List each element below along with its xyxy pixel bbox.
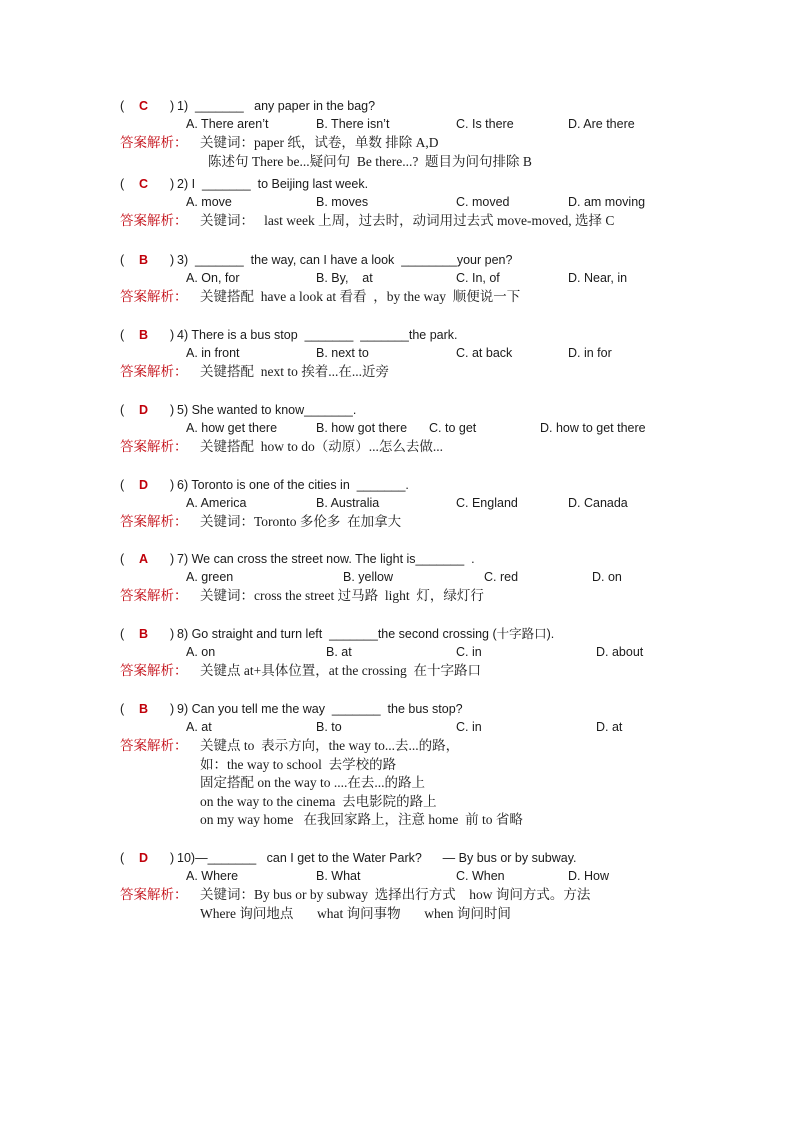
close-paren: ) (170, 627, 175, 641)
question-stem: 5) She wanted to know_______. (177, 403, 357, 417)
close-paren: ) (170, 177, 175, 191)
question-stem: 2) I _______ to Beijing last week. (177, 177, 369, 191)
question-stem: 10)—_______ can I get to the Water Park? — By bus or by subway. (177, 851, 577, 865)
explanation-line: 关键搭配 have a look at 看看 ，by the way 顺便说一下 (200, 289, 521, 304)
option-b: B. how got there (316, 421, 408, 435)
option-b: B. next to (316, 346, 369, 360)
option-b: B. yellow (343, 570, 394, 584)
option-c: C. in (456, 720, 482, 734)
answer-letter: D (139, 403, 149, 417)
explanation-label: 答案解析： (120, 588, 188, 604)
option-c: C. England (456, 496, 518, 510)
open-paren: ( (120, 403, 125, 417)
question-row (0, 849, 794, 867)
option-d: D. How (568, 869, 609, 883)
option-a: A. There aren’t (186, 117, 269, 131)
close-paren: ) (170, 851, 175, 865)
open-paren: ( (120, 702, 125, 716)
option-c: C. moved (456, 195, 510, 209)
explanation-line: Where 询问地点 what 询问事物 when 询问时间 (200, 905, 511, 921)
answer-letter: B (139, 253, 149, 267)
question-row (0, 700, 794, 718)
close-paren: ) (170, 702, 175, 716)
open-paren: ( (120, 253, 125, 267)
explanation-line: 关键搭配 next to 挨着...在...近旁 (200, 364, 389, 379)
question-stem: 7) We can cross the street now. The light is_______ . (177, 552, 475, 566)
explanation-label: 答案解析： (120, 213, 188, 229)
option-b: B. moves (316, 195, 369, 209)
option-c: C. in (456, 645, 482, 659)
explanation-line: 关键词： last week 上周，过去时，动词用过去式 move-moved, 选择 C (200, 213, 615, 228)
option-b: B. Australia (316, 496, 380, 510)
question-row (0, 251, 794, 269)
question-row (0, 401, 794, 419)
open-paren: ( (120, 478, 125, 492)
option-c: C. In, of (456, 271, 500, 285)
option-c: C. at back (456, 346, 513, 360)
close-paren: ) (170, 99, 175, 113)
option-c: C. red (484, 570, 519, 584)
option-a: A. move (186, 195, 232, 209)
explanation-label: 答案解析： (120, 887, 188, 903)
explanation-label: 答案解析： (120, 364, 188, 380)
option-a: A. On, for (186, 271, 240, 285)
question-row (0, 97, 794, 115)
option-b: B. There isn’t (316, 117, 390, 131)
option-b: B. to (316, 720, 342, 734)
explanation-line: 关键词：By bus or by subway 选择出行方式 how 询问方式。方法 (200, 887, 591, 902)
answer-letter: B (139, 328, 149, 342)
open-paren: ( (120, 627, 125, 641)
option-d: D. Canada (568, 496, 628, 510)
question-row (0, 476, 794, 494)
explanation-label: 答案解析： (120, 135, 188, 151)
option-d: D. Are there (568, 117, 635, 131)
question-stem: 9) Can you tell me the way _______ the bus stop? (177, 702, 463, 716)
explanation-line: 关键点 at+具体位置，at the crossing 在十字路口 (200, 663, 481, 678)
question-row (0, 550, 794, 568)
option-d: D. how to get there (540, 421, 646, 435)
close-paren: ) (170, 552, 175, 566)
open-paren: ( (120, 851, 125, 865)
option-d: D. at (596, 720, 623, 734)
open-paren: ( (120, 177, 125, 191)
option-a: A. Where (186, 869, 239, 883)
explanation-line: on my way home 在我回家路上，注意 home 前 to 省略 (200, 812, 523, 828)
answer-letter: D (139, 478, 149, 492)
question-stem: 8) Go straight and turn left _______the second crossing (十字路口). (177, 627, 555, 641)
option-d: D. Near, in (568, 271, 628, 285)
question-stem: 1) _______ any paper in the bag? (177, 99, 376, 113)
option-c: C. to get (429, 421, 477, 435)
option-b: B. at (326, 645, 352, 659)
option-d: D. am moving (568, 195, 646, 209)
explanation-label: 答案解析： (120, 514, 188, 530)
answer-letter: A (139, 552, 149, 566)
answer-letter: B (139, 702, 149, 716)
explanation-label: 答案解析： (120, 738, 188, 754)
answer-letter: C (139, 99, 149, 113)
explanation-label: 答案解析： (120, 289, 188, 305)
explanation-line: 关键词：cross the street 过马路 light 灯，绿灯行 (200, 588, 484, 603)
option-a: A. on (186, 645, 216, 659)
question-row (0, 175, 794, 193)
option-a: A. at (186, 720, 212, 734)
option-a: A. how get there (186, 421, 278, 435)
explanation-label: 答案解析： (120, 439, 188, 455)
option-d: D. about (596, 645, 644, 659)
explanation-line: 关键点 to 表示方向，the way to...去...的路， (200, 738, 460, 753)
question-stem: 4) There is a bus stop _______ _______the park. (177, 328, 458, 342)
close-paren: ) (170, 403, 175, 417)
explanation-line: 关键词：paper 纸，试卷，单数 排除 A,D (200, 135, 439, 150)
option-b: B. By, at (316, 271, 373, 285)
answer-letter: C (139, 177, 149, 191)
answer-letter: B (139, 627, 149, 641)
option-c: C. When (456, 869, 505, 883)
explanation-label: 答案解析： (120, 663, 188, 679)
option-a: A. in front (186, 346, 240, 360)
explanation-line: 关键词：Toronto 多伦多 在加拿大 (200, 514, 402, 529)
close-paren: ) (170, 253, 175, 267)
open-paren: ( (120, 99, 125, 113)
explanation-line: 固定搭配 on the way to ....在去...的路上 (200, 775, 425, 791)
close-paren: ) (170, 328, 175, 342)
question-row (0, 625, 794, 643)
option-a: A. green (186, 570, 234, 584)
question-stem: 6) Toronto is one of the cities in _______. (177, 478, 409, 492)
option-d: D. in for (568, 346, 612, 360)
open-paren: ( (120, 552, 125, 566)
option-c: C. Is there (456, 117, 514, 131)
option-b: B. What (316, 869, 361, 883)
explanation-line: 陈述句 There be...疑问句 Be there...? 题目为问句排除 B (208, 153, 532, 169)
question-stem: 3) _______ the way, can I have a look ________your pen? (177, 253, 513, 267)
question-row (0, 326, 794, 344)
answer-letter: D (139, 851, 149, 865)
explanation-line: 关键搭配 how to do（动原）...怎么去做... (200, 439, 443, 454)
option-d: D. on (592, 570, 622, 584)
option-a: A. America (186, 496, 247, 510)
close-paren: ) (170, 478, 175, 492)
open-paren: ( (120, 328, 125, 342)
explanation-line: 如：the way to school 去学校的路 (200, 756, 397, 772)
explanation-line: on the way to the cinema 去电影院的路上 (200, 793, 437, 809)
